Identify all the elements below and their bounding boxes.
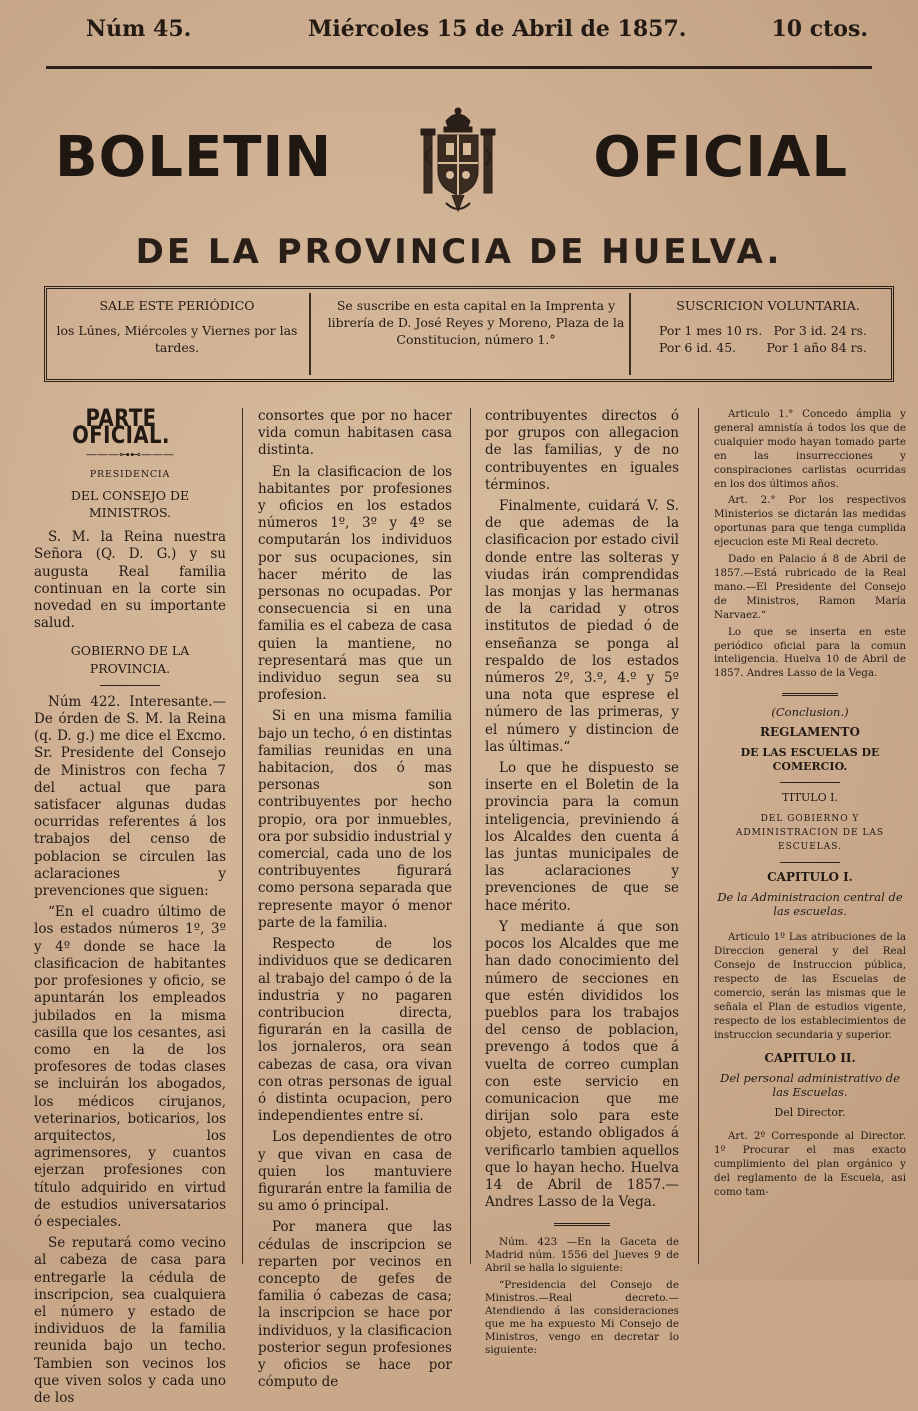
divider (782, 693, 838, 696)
divider (100, 685, 160, 686)
paragraph: consortes que por no hacer vida comun habitasen casa distinta. (258, 408, 452, 459)
issue-number: Núm 45. (86, 16, 192, 42)
masthead (50, 125, 848, 205)
paragraph: “Presidencia del Consejo de Ministros.—Real decreto.—Atendiendo á las consideraciones que me ha expuesto Mi Consejo de Ministros, vengo en decretar lo siguiente: (485, 1279, 679, 1357)
paragraph: Lo que he dispuesto se inserte en el Boletin de la provincia para la comun inteligencia, previniendo á los Alcaldes den cuenta á las juntas municipales de las aclaraciones y prevenciones de que se hace mérito. (485, 760, 679, 914)
masthead-title-left: BOLETIN (55, 125, 333, 190)
prices-title: SUSCRICION VOLUNTARIA. (676, 298, 860, 313)
header-rule (46, 66, 872, 69)
titulo-heading: TITULO I. (782, 790, 838, 804)
paragraph: Núm. 423 —En la Gaceta de Madrid núm. 1556 del Jueves 9 de Abril se halla lo siguiente: (485, 1236, 679, 1275)
column-divider (698, 408, 699, 1264)
masthead-title-right: OFICIAL (593, 125, 848, 190)
info-divider (629, 293, 631, 375)
paragraph: Los dependientes de otro y que vivan en casa de quien los mantuviere figurarán entre la familia de su amo ó principal. (258, 1129, 452, 1215)
paragraph: Y mediante á que son pocos los Alcaldes que me han dado conocimiento del número de secciones en que estén divididos los pueblos para los trabajos del censo de poblacion, prevengo á todos que á vuelta de correo cumplan con este servicio en comunicacion que me dirijan solo para este objeto, estando obligados á verificarlo tambien aquellos que lo hayan hecho. Huelva 14 de Abril de 1857.—Andres Lasso de la Vega. (485, 918, 679, 1211)
paragraph: Núm 422. Interesante.— De órden de S. M. la Reina (q. D. g.) me dice el Excmo. Sr. Presidente del Consejo de Ministros con fecha 7 del actual que para satisfacer algunas dudas ocurridas referentes á los trabajos del censo de poblacion se circulen las aclaraciones y prevenciones que siguen: (34, 693, 226, 900)
paragraph: Articulo 1º Las atribuciones de la Direccion general y del Real Consejo de Instruccion pública, respecto de las Escuelas de comercio, serán las mismas que le señala el Plan de estudios vigente, respecto de los establecimientos de instruccion secundaria y superior. (714, 931, 906, 1041)
paragraph: “En el cuadro último de los estados números 1º, 3º y 4º donde se hace la clasificacion de habitantes por profesiones y oficio, se apuntarán los empleados jubilados en la misma casilla que los cesantes, asi como en la de los profesores de todas clases se incluirán los abogados, los médicos cirujanos, veterinarios, boticarios, los arquitectos, los agrimensores, y cuantos ejerzan profesiones con título adquirido en virtud de estudios universatarios ó especiales. (34, 904, 226, 1230)
column-1 (34, 404, 226, 1411)
column-2 (258, 408, 452, 1395)
price-row (643, 339, 893, 356)
price-cell: Por 1 año 84 rs. (766, 340, 867, 355)
paragraph: Art. 2º Corresponde al Director. 1º Procurar el mas exacto cumplimiento del plan orgánico y del reglamento de la Escuela, asi como tam- (714, 1130, 906, 1198)
paragraph: Se reputará como vecino al cabeza de casa para entregarle la cédula de inscripcion, sea cualquiera el número y estado de individuos de la familia reunida bajo un techo. Tambien son vecinos los que viven solos y cada uno de los (34, 1235, 226, 1406)
divider (554, 1223, 610, 1226)
paragraph: Respecto de los individuos que se dedicaren al trabajo del campo ó de la industria y no pagaren contribucion directa, figurarán en la casilla de los jornaleros, ora sean cabezas de casa, ora vivan con otras personas de igual ó distinta ocupacion, pero independientes entre sí. (258, 936, 452, 1125)
conclusion-heading: (Conclusion.) (771, 705, 849, 720)
subscription-prices (643, 297, 893, 356)
info-divider (309, 293, 311, 375)
capitulo-1-heading: CAPITULO I. (767, 870, 853, 885)
paragraph: Art. 2.° Por los respectivos Ministerios se dictarán las medidas oportunas para que tenga cumplida ejecucion este Mi Real decreto. (714, 494, 906, 549)
column-divider (470, 408, 471, 1264)
column-4 (714, 408, 906, 1203)
reglamento-heading: REGLAMENTO (760, 725, 860, 740)
column-3 (485, 408, 679, 1361)
paragraph: S. M. la Reina nuestra Señora (Q. D. G.) y su augusta Real familia continuan en la corte sin novedad en su importante salud. (34, 529, 226, 632)
issue-date: Miércoles 15 de Abril de 1857. (308, 16, 687, 42)
gobierno-heading: GOBIERNO DE LA PROVINCIA. (70, 643, 190, 676)
subscription-box (44, 286, 894, 382)
divider (780, 782, 840, 783)
publication-title: SALE ESTE PERIÓDICO (99, 298, 255, 313)
director-heading: Del Director. (774, 1106, 846, 1120)
capitulo-1-subtitle: De la Administracion central de las escuelas. (717, 890, 903, 919)
publication-text: los Lúnes, Miércoles y Viernes por las tardes. (56, 323, 298, 355)
price-cell: Por 3 id. 24 rs. (773, 323, 867, 338)
issue-price: 10 ctos. (771, 16, 868, 42)
paragraph: Finalmente, cuidará V. S. de que ademas de la clasificacion por estado civil donde entre las solteras y viudas irán comprendidas las monjas y las hermanas de la caridad y otros institutos de piedad ó de enseñanza se ponga al respaldo de los estados números 2º, 3.º, 4.º y 5º una nota que esprese el número de las primeras, y el número y distincion de las últimas.“ (485, 498, 679, 755)
gobierno-escuelas-heading: DEL GOBIERNO Y ADMINISTRACION DE LAS ESCUELAS. (735, 813, 885, 852)
paragraph: Por manera que las cédulas de inscripcion se reparten por vecinos en concepto de gefes de familia ó cabezas de casa; la inscripcion se hace por individuos, y la clasificacion posterior segun profesiones y oficios se hace por cómputo de (258, 1219, 452, 1391)
issue-header (40, 12, 878, 48)
divider (780, 862, 840, 863)
publication-days (55, 297, 299, 356)
escuelas-heading: DE LAS ESCUELAS DE COMERCIO. (740, 746, 880, 773)
paragraph: Lo que se inserta en este periódico oficial para la comun inteligencia. Huelva 10 de Abril de 1857. Andres Lasso de la Vega. (714, 625, 906, 680)
paragraph: Dado en Palacio á 8 de Abril de 1857.—Está rubricado de la Real mano.—El Presidente del Consejo de Ministros, Ramon María Narvaez.“ (714, 553, 906, 621)
presidencia-heading: PRESIDENCIA (89, 468, 171, 480)
capitulo-2-heading: CAPITULO II. (764, 1051, 856, 1066)
royal-crest-icon (416, 107, 500, 217)
ornament-icon: ———⊶⊷——— (86, 448, 174, 462)
paragraph: En la clasificacion de los habitantes por profesiones y oficios en los estados números 1º, 3º y 4º se computarán los individuos por sus ocupaciones, sin hacer mérito de las personas no ocupadas. Por consecuencia si en una familia es el cabeza de casa quien la mantiene, no representará mas que un individuo segun sea su profesion. (258, 463, 452, 704)
price-row (643, 322, 893, 339)
paragraph: Si en una misma familia bajo un techo, ó en distintas familias reunidas en una habitacion, dos ó mas personas son contribuyentes por hecho propio, ora por inmuebles, ora por subsidio industrial y comercial, cada uno de los contribuyentes figurará como persona separada que represente mayor ó menor parte de la familia. (258, 708, 452, 931)
consejo-heading: DEL CONSEJO DE MINISTROS. (70, 487, 190, 521)
capitulo-2-subtitle: Del personal administrativo de las Escuelas. (720, 1071, 900, 1100)
subscription-place: Se suscribe en esta capital en la Imprenta y librería de D. José Reyes y Moreno, Plaza de la Constitucion, número 1.° (327, 298, 625, 347)
section-title: PARTE OFICIAL. (72, 404, 170, 450)
column-divider (242, 408, 243, 1264)
paragraph: contribuyentes directos ó por grupos con allegacion de las familias, y de no contribuyentes en iguales términos. (485, 408, 679, 493)
price-cell: Por 6 id. 45. (659, 340, 737, 355)
paragraph: Articulo 1.° Concedo ámplia y general amnistía á todos los que de cualquier modo hayan tomado parte en las insurrecciones y conspiraciones carlistas ocurridas en los dos últimos años. (714, 408, 906, 490)
masthead-subtitle: DE LA PROVINCIA DE HUELVA. (135, 232, 783, 272)
price-cell: Por 1 mes 10 rs. (659, 323, 763, 338)
